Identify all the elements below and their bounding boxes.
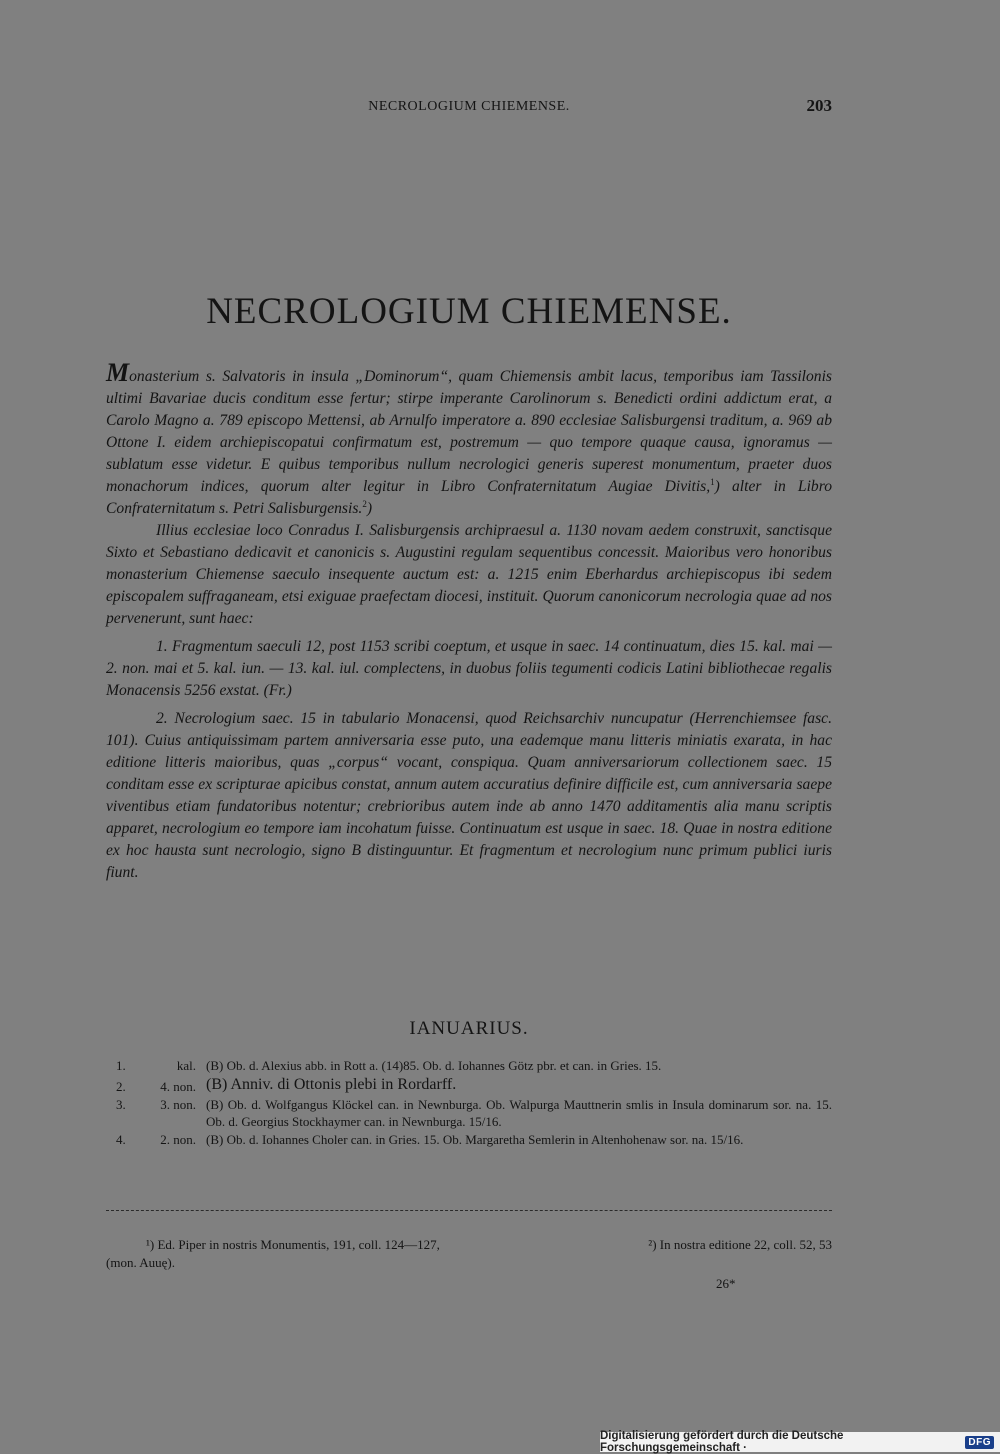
necrology-entry (106, 1096, 832, 1130)
introduction-text (106, 358, 832, 884)
footnotes (106, 1236, 832, 1272)
running-header (106, 96, 832, 118)
month-heading: IANUARIUS. (409, 1018, 529, 1039)
intro-paragraph-4: 2. Necrologium saec. 15 in tabulario Monacensi, quod Reichsarchiv nuncupatur (Herrenchiemsee fasc. 101). Cuius antiquissimam partem anniversaria esse puto, una eademque manu litteris miniatis exarata, in hac editione litteris maioribus, quas „corpus“ vocant, conspiqua. Quam anniversariorum collectionem saec. 15 conditam esse ex scripturae apicibus constat, annum autem accuratius definire difficile est, cum anniversaria saepe viventibus etiam fundatoribus notentur; crebrioribus autem inde ab anno 1470 additamentis alia manu scriptis apparet, necrologium eo tempore iam incohatum fuisse. Continuatum est usque in saec. 18. Quae in nostra editione ex hoc hausta sunt necrologio, signo B distinguuntur. Et fragmentum et necrologium nunc primum publici iuris fiunt. (106, 710, 832, 881)
entry-number: 3. (116, 1097, 126, 1112)
entry-number: 1. (116, 1058, 126, 1073)
entry-date: 2. non. (160, 1132, 196, 1147)
footnote-divider (106, 1210, 832, 1211)
intro-paragraph-3: 1. Fragmentum saeculi 12, post 1153 scribi coeptum, et usque in saec. 14 continuatum, dies 15. kal. mai — 2. non. mai et 5. kal. iun. — 13. kal. iul. complectens, in duobus foliis tegumenti codicis Latini bibliothecae regalis Monacensis 5256 exstat. (Fr.) (106, 638, 832, 699)
entry-date: 4. non. (160, 1079, 196, 1094)
entry-text: (B) Ob. d. Wolfgangus Klöckel can. in Newnburga. Ob. Walpurga Mauttnerin smlis in Insula dominarum sor. na. 15. Ob. d. Georgius Stockhaymer can. in Newnburga. 15/16. (206, 1097, 832, 1129)
necrology-entries (106, 1057, 832, 1149)
necrology-entry (106, 1075, 832, 1095)
entry-number: 2. (116, 1079, 126, 1094)
credit-text: Digitalisierung gefördert durch die Deutsche Forschungsgemeinschaft · (600, 1430, 844, 1454)
footnote-2: ²) In nostra editione 22, coll. 52, 53 (648, 1237, 832, 1252)
page-number: 203 (806, 96, 832, 115)
necrology-entry (106, 1131, 832, 1148)
intro-paragraph-2: Illius ecclesiae loco Conradus I. Salisburgensis archipraesul a. 1130 novam aedem construxit, sanctisque Sixto et Sebastiano dedicavit et canonicis s. Augustini regulam sequentibus concessit. Maioribus vero honoribus monasterium Chiemense saeculo insequente auctum est: a. 1215 enim Eberhardus archiepiscopus ibi sedem episcopalem suffraganeam, etsi exiguae praefectam diocesi, instituit. Quorum canonicorum necrologia quae ad nos pervenerunt, sunt haec: (106, 522, 832, 627)
running-title: NECROLOGIUM CHIEMENSE. (368, 99, 570, 114)
entry-date: kal. (176, 1058, 196, 1073)
drop-cap: M (106, 358, 130, 387)
dfg-logo-icon: DFG (965, 1436, 994, 1449)
sheet-signature: 26* (716, 1276, 736, 1291)
page-title: NECROLOGIUM CHIEMENSE. (206, 291, 732, 332)
footnote-ref-2: 2 (362, 498, 367, 509)
entry-text: (B) Ob. d. Alexius abb. in Rott a. (14)85. Ob. d. Iohannes Götz pbr. et can. in Gries. 15. (206, 1058, 662, 1073)
footnote-ref-1: 1 (710, 476, 715, 487)
entry-text: (B) Anniv. di Ottonis plebi in Rordarff. (206, 1076, 457, 1093)
entry-text: (B) Ob. d. Iohannes Choler can. in Gries. 15. Ob. Margaretha Semlerin in Altenhohenaw sor. na. 15/16. (206, 1132, 744, 1147)
footnote-1-continuation: (mon. Auuę). (106, 1255, 175, 1270)
entry-date: 3. non. (160, 1097, 196, 1112)
entry-number: 4. (116, 1132, 126, 1147)
digitization-credit (600, 1432, 1000, 1452)
necrology-entry (106, 1057, 832, 1074)
intro-paragraph-1: Monasterium s. Salvatoris in insula „Dominorum“, quam Chiemensis ambit lacus, temporibus iam Tassilonis ultimi Bavariae ducis conditum esse fertur; stirpe imperante Carolinorum s. Benedicti ordini addictum erat, a Carolo Magno a. 789 episcopo Mettensi, ab Arnulfo imperatore a. 890 ecclesiae Salisburgensi traditum, a. 969 ab Ottone I. eidem archiepiscopatui confirmatum est, postremum — quo tempore quaque causa, ignoramus — sublatum esse videtur. E quibus temporibus nullum necrologici generis superest monumentum, praeter duos monachorum indices, quorum alter legitur in Libro Confraternitatum Augiae Divitis,$^1$) alter in Libro Confraternitatum s. Petri Salisburgensis.$^2$) (106, 358, 832, 517)
footnote-1: ¹) Ed. Piper in nostris Monumentis, 191, coll. 124—127, (146, 1237, 440, 1252)
